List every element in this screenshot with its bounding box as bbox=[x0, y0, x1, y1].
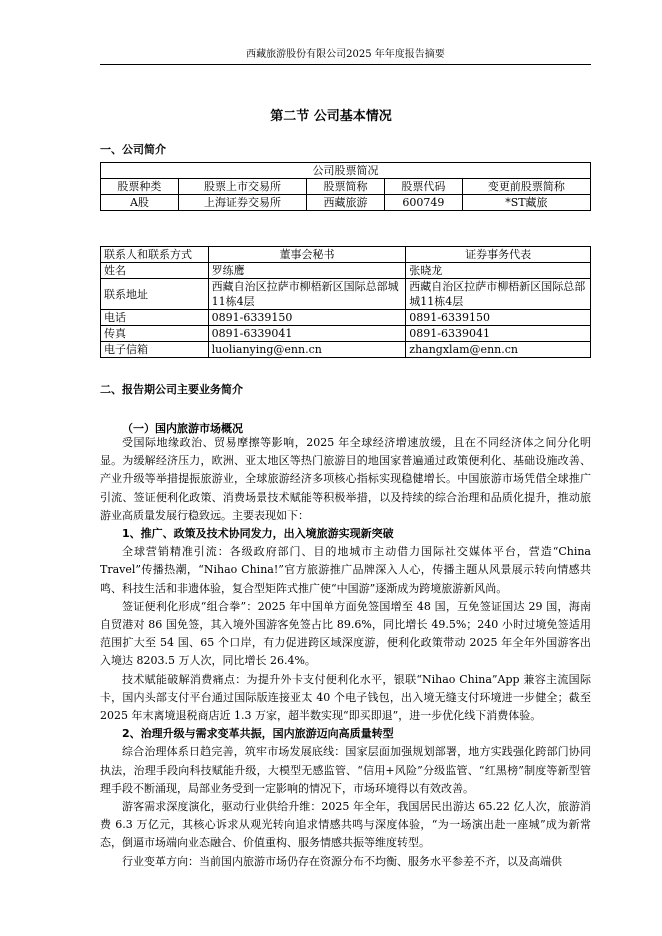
stock-table-caption: 公司股票简况 bbox=[101, 163, 591, 179]
table-header-cell: 证券事务代表 bbox=[406, 247, 591, 263]
contact-info-table bbox=[100, 246, 591, 358]
stock-info-table bbox=[100, 162, 591, 211]
table-cell: 上海证券交易所 bbox=[178, 195, 306, 211]
paragraph: 签证便利化形成“组合拳”：2025 年中国单方面免签国增至 48 国，互免签证国达 29 国，海南自贸港对 86 国免签，其入境外国游客免签占比 89.6%，同比增长 49.5%；240 小时过境免签适用范围扩大至 54 国、65 个口岸，有力促进跨区域深度游，便利化政策带动 2025 年全年外国游客出入境达 8203.5 万人次，同比增长 26.4%。 bbox=[100, 599, 591, 668]
table-row bbox=[101, 195, 591, 211]
paragraph: 受国际地缘政治、贸易摩擦等影响，2025 年全球经济增速放缓，且在不同经济体之间分化明显。为缓解经济压力，欧洲、亚太地区等热门旅游目的地国家普遍通过政策便利化、基础设施改善、产业升级等举措提振旅游业，全球旅游经济多项核心指标实现稳健增长。中国旅游市场凭借全球推广引流、签证便利化政策、消费场景技术赋能等积极举措，以及持续的综合治理和品质化提升，推动旅游业高质量发展行稳致远。主要表现如下： bbox=[100, 436, 591, 522]
table-cell: 传真 bbox=[101, 326, 209, 342]
part2-subheading: （一）国内旅游市场概况 bbox=[122, 422, 243, 435]
paragraph: 全球营销精准引流：各级政府部门、目的地城市主动借力国际社交媒体平台，营造“China Travel”传播热潮，“Nihao China!”官方旅游推广品牌深入人心，传播主题从风景展示转向情感共鸣、科技生活和非遗体验，复合型矩阵式推广使“中国游”逐渐成为跨境旅游新风尚。 bbox=[100, 545, 591, 595]
table-cell: 600749 bbox=[384, 195, 462, 211]
table-cell: 0891-6339041 bbox=[406, 326, 591, 342]
table-row bbox=[101, 279, 591, 310]
table-row bbox=[101, 247, 591, 263]
table-cell: luolianying@enn.cn bbox=[208, 342, 406, 358]
table-row bbox=[101, 342, 591, 358]
table-cell: A股 bbox=[101, 195, 179, 211]
paragraph: 行业变革方向：当前国内旅游市场仍存在资源分布不均衡、服务水平参差不齐，以及高端供 bbox=[122, 854, 562, 868]
table-header-cell: 股票代码 bbox=[384, 179, 462, 195]
table-header-cell: 股票种类 bbox=[101, 179, 179, 195]
table-row bbox=[101, 326, 591, 342]
table-header-cell: 变更前股票简称 bbox=[462, 179, 590, 195]
paragraph: 技术赋能破解消费痛点：为提升外卡支付便利化水平，银联“Nihao China”App 兼容主流国际卡，国内头部支付平台通过国际版连接亚太 40 个电子钱包，出入境无缝支付环境进一步健全；截至 2025 年末离境退税商店近 1.3 万家，超半数实现“即买即退”，进一步优化线下消费体验。 bbox=[100, 672, 591, 723]
table-cell: *ST藏旅 bbox=[462, 195, 590, 211]
table-cell: zhangxlam@enn.cn bbox=[406, 342, 591, 358]
table-cell: 西藏旅游 bbox=[307, 195, 385, 211]
table-cell: 电子信箱 bbox=[101, 342, 209, 358]
paragraph: 游客需求深度演化，驱动行业供给升维：2025 年全年，我国居民出游达 65.22 亿人次，旅游消费 6.3 万亿元，其核心诉求从观光转向追求情感共鸣与深度体验，“为一场演出赴一座城”成为新常态，倒逼市场端向业态融合、价值重构、服务情感共振等维度转型。 bbox=[100, 800, 591, 850]
paragraph: 综合治理体系日趋完善，筑牢市场发展底线：国家层面加强规划部署，地方实践强化跨部门协同执法，治理手段向科技赋能升级，大模型无感监管、“信用+风险”分级监管、“红黑榜”制度等新型管理手段不断涌现，局部业务受到一定影响的情况下，市场环境得以有效改善。 bbox=[100, 745, 591, 795]
table-row bbox=[101, 263, 591, 279]
table-cell: 0891-6339041 bbox=[208, 326, 406, 342]
table-header-cell: 联系人和联系方式 bbox=[101, 247, 209, 263]
table-row bbox=[101, 310, 591, 326]
table-cell: 张晓龙 bbox=[406, 263, 591, 279]
table-cell: 联系地址 bbox=[101, 279, 209, 310]
table-header-cell: 董事会秘书 bbox=[208, 247, 406, 263]
table-header-cell: 股票简称 bbox=[307, 179, 385, 195]
part1-heading: 一、公司简介 bbox=[100, 143, 166, 156]
body-text bbox=[100, 434, 591, 871]
section-title: 第二节 公司基本情况 bbox=[270, 109, 392, 124]
table-cell: 西藏自治区拉萨市柳梧新区国际总部城11栋4层 bbox=[406, 279, 591, 310]
table-cell: 0891-6339150 bbox=[406, 310, 591, 326]
paragraph-subheading: 1、推广、政策及技术协同发力，出入境旅游实现新突破 bbox=[122, 527, 394, 541]
table-cell: 姓名 bbox=[101, 263, 209, 279]
table-row bbox=[101, 163, 591, 179]
part2-heading: 二、报告期公司主要业务简介 bbox=[100, 383, 243, 396]
running-header: 西藏旅游股份有限公司2025 年年度报告摘要 bbox=[100, 45, 591, 65]
table-row bbox=[101, 179, 591, 195]
table-header-cell: 股票上市交易所 bbox=[178, 179, 306, 195]
table-cell: 0891-6339150 bbox=[208, 310, 406, 326]
table-cell: 西藏自治区拉萨市柳梧新区国际总部城11栋4层 bbox=[208, 279, 406, 310]
table-cell: 电话 bbox=[101, 310, 209, 326]
paragraph-subheading: 2、治理升级与需求变革共振，国内旅游迈向高质量转型 bbox=[122, 727, 394, 741]
table-cell: 罗练鹰 bbox=[208, 263, 406, 279]
